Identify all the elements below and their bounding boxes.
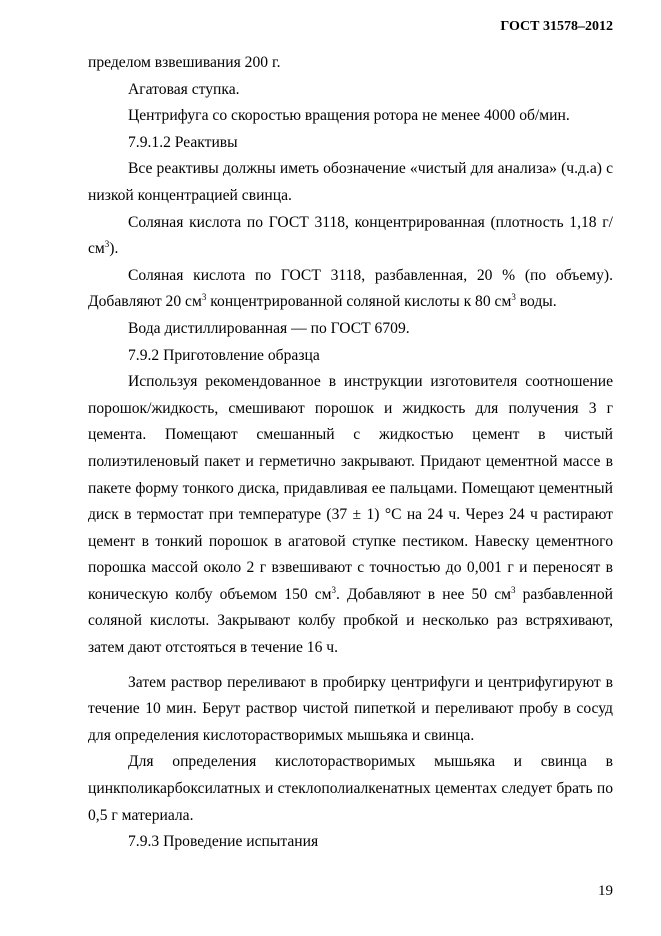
page-number: 19 — [598, 883, 613, 899]
paragraph-distilled-water: Вода дистиллированная — по ГОСТ 6709. — [128, 319, 410, 337]
paragraph-sample-mass-note: Для определения кислоторастворимых мышьяка и свинца в цинкполикарбоксилатных и стеклополиалкенатных цементах следует брать по 0,5 г материала. — [88, 753, 613, 824]
paragraph-reagents-requirement: Все реактивы должны иметь обозначение «чистый для анализа» (ч.д.а) с низкой концентрацией свинца. — [88, 160, 613, 204]
paragraph-hcl-diluted: Соляная кислота по ГОСТ 3118, разбавленная, 20 % (по объему). Добавляют 20 $см^3$ концентрированной соляной кислоты к 80 $см^3$ воды. — [88, 266, 613, 311]
paragraph-centrifugation: Затем раствор переливают в пробирку центрифуги и центрифугируют в течение 10 мин. Берут раствор чистой пипеткой и переливают пробу в сосуд для определения кислоторастворимых мышьяка и свинца. — [88, 673, 613, 744]
paragraph-hcl-concentrated: Соляная кислота по ГОСТ 3118, концентрированная (плотность 1,18 $г/см^3$). — [88, 213, 613, 258]
paragraph-sample-preparation: Используя рекомендованное в инструкции изготовителя соотношение порошок/жидкость, смешивают порошок и жидкость для получения 3 г цемента. Помещают смешанный с жидкостью цемент в чистый полиэтиленовый пакет и герметично закрывают. Придают цементной массе в пакете форму тонкого диска, придавливая ее пальцами. Помещают цементный диск в термостат при температуре (37 ± 1) °С на 24 ч. Через 24 ч растирают цемент в тонкий порошок в агатовой ступке пестиком. Навеску цементного порошка массой около 2 г взвешивают с точностью до 0,001 г и переносят в коническую колбу объемом 150 $см^3$. Добавляют в нее 50 $см^3$ разбавленной соляной кислоты. Закрывают колбу пробкой и несколько раз встряхивают, затем дают отстояться в течение 16 ч. — [88, 373, 613, 657]
section-heading-test-procedure: 7.9.3 Проведение испытания — [128, 833, 319, 851]
paragraph-agate-mortar: Агатовая ступка. — [128, 80, 240, 98]
page-body — [88, 50, 613, 856]
paragraph-centrifuge: Центрифуга со скоростью вращения ротора не менее 4000 об/мин. — [128, 107, 570, 125]
paragraph-continuation: пределом взвешивания 200 г. — [88, 54, 281, 71]
section-heading-reagents: 7.9.1.2 Реактивы — [128, 133, 238, 151]
document-code-header: ГОСТ 31578–2012 — [500, 19, 613, 34]
section-heading-sample-preparation: 7.9.2 Приготовление образца — [128, 346, 320, 364]
